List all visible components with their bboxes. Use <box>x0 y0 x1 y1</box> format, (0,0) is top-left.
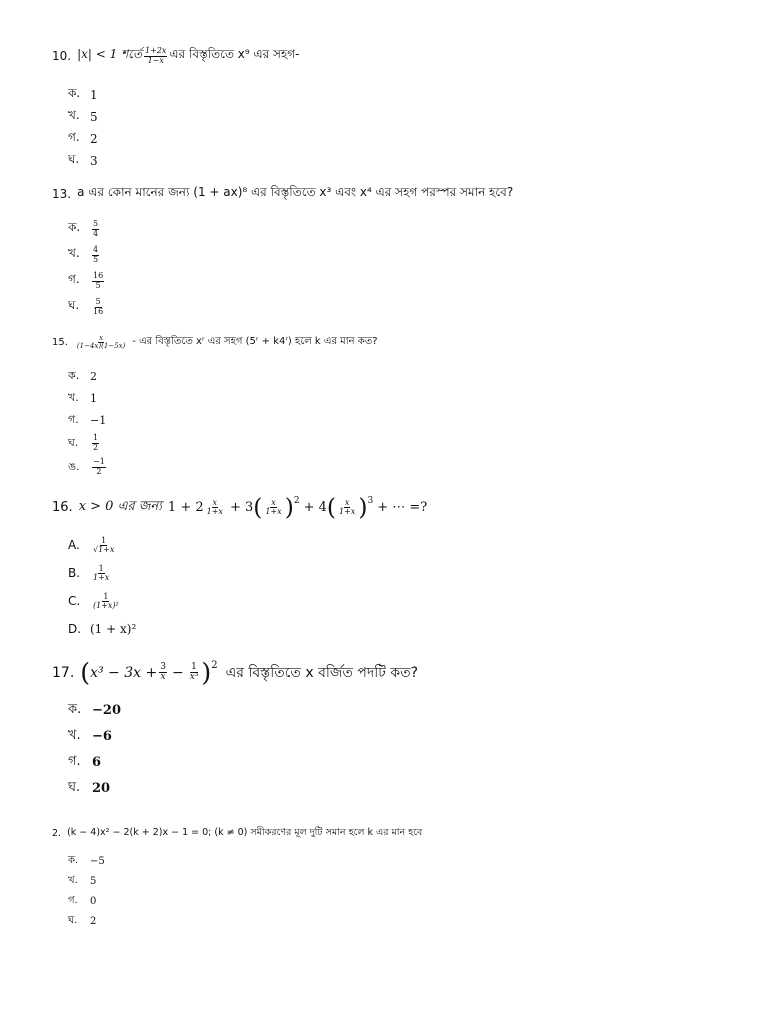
option[interactable] <box>68 431 378 455</box>
question-text: |x| < 1 শর্তে <box>77 47 143 61</box>
fraction <box>206 499 224 517</box>
paren-close: ) <box>201 658 212 687</box>
fraction-denominator: 2 <box>93 442 99 452</box>
fraction-numerator: x <box>344 497 350 507</box>
options-list <box>68 697 418 801</box>
question-text: এর বিস্তৃতিতে x বর্জিত পদটি কত? <box>225 664 419 681</box>
option-value: 20 <box>92 780 111 796</box>
series-term: + ⋯ =? <box>377 500 428 516</box>
option-value: −6 <box>92 728 112 744</box>
fraction <box>189 663 200 683</box>
fraction-numerator: 1 <box>103 591 109 601</box>
option-label: ঙ. <box>68 459 80 473</box>
question-10-stem <box>52 46 299 66</box>
option-label: গ. <box>68 894 78 906</box>
option-label: গ. <box>68 412 79 426</box>
option-label: খ. <box>68 390 79 404</box>
option-label: খ. <box>68 874 78 886</box>
question-condition: x > 0 এর জন্য <box>78 499 162 515</box>
option-label: A. <box>68 538 80 553</box>
question-17 <box>52 660 418 801</box>
option-label: খ. <box>68 246 80 260</box>
option-label: ঘ. <box>68 152 80 166</box>
paren-close: ) <box>358 493 368 521</box>
option-value: 0 <box>90 895 97 907</box>
question-10 <box>52 46 299 172</box>
option-value: −20 <box>92 702 121 718</box>
option-label: ক. <box>68 220 81 234</box>
option[interactable] <box>68 891 422 911</box>
question-number: 2. <box>52 828 62 839</box>
option[interactable] <box>68 851 422 871</box>
fraction <box>92 220 99 238</box>
option-label: ক. <box>68 701 82 717</box>
question-text: a এর কোন মানের জন্য (1 + ax)⁸ এর বিস্তৃতিতে x³ এবং x⁴ এর সহগ পরস্পর সমান হবে? <box>77 185 514 199</box>
option[interactable] <box>68 697 418 723</box>
fraction-denominator: 4 <box>93 228 99 238</box>
option[interactable] <box>68 84 299 106</box>
option[interactable] <box>68 409 378 431</box>
fraction-denominator: 1+x <box>93 572 110 582</box>
option[interactable] <box>68 775 418 801</box>
question-2 <box>52 826 422 931</box>
fraction <box>264 499 282 517</box>
fraction-denominator: (1+x)² <box>93 600 119 610</box>
fraction-denominator: 1+x <box>339 507 356 517</box>
option-label: গ. <box>68 753 81 769</box>
fraction-numerator: −1 <box>93 457 105 467</box>
fraction-denominator: 1+x <box>206 507 223 517</box>
options-list <box>68 365 378 479</box>
option-value: 3 <box>90 154 98 168</box>
question-number: 17. <box>52 664 75 681</box>
option-label: খ. <box>68 108 80 122</box>
fraction <box>92 593 120 611</box>
option-label: ক. <box>68 86 81 100</box>
option[interactable] <box>68 268 513 294</box>
question-2-stem <box>52 826 422 841</box>
question-number: 13. <box>52 187 72 201</box>
series-term: 1 + 2 <box>167 500 204 516</box>
option-label: খ. <box>68 727 81 743</box>
fraction-numerator: x <box>212 497 218 507</box>
fraction-denominator: (1−4x)(1−5x) <box>76 342 126 350</box>
fraction-denominator: √1+x <box>93 544 115 554</box>
option-value: −1 <box>90 413 107 427</box>
question-number: 15. <box>52 337 68 348</box>
option-label: C. <box>68 594 81 609</box>
option[interactable] <box>68 387 378 409</box>
fraction <box>92 246 99 264</box>
question-16 <box>52 493 428 643</box>
fraction <box>159 663 167 683</box>
question-17-stem <box>52 660 418 685</box>
fraction <box>92 434 99 452</box>
fraction <box>92 537 115 555</box>
option-label: গ. <box>68 130 80 144</box>
operator: − <box>171 664 184 681</box>
option[interactable] <box>68 559 427 587</box>
option[interactable] <box>68 106 299 128</box>
fraction-denominator: x <box>160 672 166 683</box>
fraction-denominator: 16 <box>93 306 104 316</box>
fraction <box>338 499 356 517</box>
option-label: ঘ. <box>68 779 81 795</box>
fraction <box>92 458 106 476</box>
paren-open: ( <box>80 658 91 687</box>
fraction-numerator: x <box>271 497 276 507</box>
fraction-denominator: 5 <box>95 280 101 290</box>
option[interactable] <box>68 615 427 643</box>
option[interactable] <box>68 723 418 749</box>
expression: x³ − 3x + <box>90 664 158 681</box>
fraction-numerator: x <box>99 333 104 342</box>
option-label: ক. <box>68 368 80 382</box>
option[interactable] <box>68 128 299 150</box>
option-label: ঘ. <box>68 914 78 926</box>
fraction <box>76 335 126 351</box>
series-term: + 4 <box>303 500 327 516</box>
exponent: 2 <box>211 660 218 671</box>
option-value: 1 <box>90 88 98 102</box>
option[interactable] <box>68 365 378 387</box>
question-15 <box>52 334 378 479</box>
fraction-numerator: 1+2x <box>145 46 167 56</box>
fraction-numerator: 4 <box>93 245 99 255</box>
option-label: ঘ. <box>68 298 80 312</box>
fraction-denominator: 1−x <box>147 55 164 65</box>
fraction-numerator: 5 <box>93 219 99 229</box>
option[interactable] <box>68 531 427 559</box>
question-text: (k − 4)x² − 2(k + 2)x − 1 = 0; (k ≠ 0) সমীকরণের মূল দুটি সমান হলে k এর মান হবে <box>67 827 423 838</box>
fraction-numerator: 3 <box>160 661 166 672</box>
options-list <box>68 84 299 172</box>
paren-open: ( <box>326 493 336 521</box>
question-number: 10. <box>52 49 72 63</box>
fraction <box>92 272 104 290</box>
option-value: 6 <box>92 754 102 770</box>
option[interactable] <box>68 455 378 479</box>
exponent: 2 <box>293 496 300 506</box>
fraction-denominator: 2 <box>96 466 102 476</box>
options-list <box>68 851 422 931</box>
option-value: 5 <box>90 110 98 124</box>
fraction-numerator: 5 <box>95 297 101 307</box>
question-13-stem <box>52 184 513 204</box>
option[interactable] <box>68 871 422 891</box>
option-label: D. <box>68 622 82 637</box>
option-value: 5 <box>90 875 97 887</box>
question-15-stem <box>52 334 378 351</box>
option-label: ঘ. <box>68 435 79 449</box>
question-number: 16. <box>52 500 73 516</box>
fraction <box>92 298 104 316</box>
paren-open: ( <box>253 493 263 521</box>
options-list <box>68 216 513 320</box>
exponent: 3 <box>367 496 374 506</box>
option-value: 2 <box>90 132 98 146</box>
paren-close: ) <box>284 493 294 521</box>
option-value: 2 <box>90 369 97 383</box>
option[interactable] <box>68 150 299 172</box>
fraction-numerator: 1 <box>93 433 99 443</box>
fraction-denominator: 5 <box>93 254 99 264</box>
series-term: + 3 <box>229 500 254 516</box>
fraction-numerator: 1 <box>101 535 107 545</box>
option[interactable] <box>68 587 427 615</box>
option[interactable] <box>68 749 418 775</box>
option[interactable] <box>68 242 513 268</box>
option-value: 1 <box>90 391 97 405</box>
fraction-numerator: 1 <box>98 563 104 573</box>
option-label: গ. <box>68 272 80 286</box>
question-text: এর বিস্তৃতিতে x⁹ এর সহগ- <box>169 47 300 61</box>
fraction-numerator: 1 <box>191 661 197 672</box>
fraction <box>144 47 167 65</box>
option-value: (1 + x)² <box>90 622 137 637</box>
fraction-denominator: 1+x <box>265 507 282 517</box>
option[interactable] <box>68 911 422 931</box>
option-value: 2 <box>90 915 97 927</box>
fraction-numerator: 16 <box>93 271 104 281</box>
option-label: ক. <box>68 854 79 866</box>
question-13 <box>52 184 513 320</box>
option[interactable] <box>68 294 513 320</box>
option-value: −5 <box>90 855 105 867</box>
fraction <box>92 565 110 583</box>
question-16-stem <box>52 493 428 521</box>
options-list <box>68 531 427 643</box>
fraction-denominator: x³ <box>189 672 199 683</box>
option[interactable] <box>68 216 513 242</box>
option-label: B. <box>68 566 81 581</box>
question-text: - এর বিস্তৃতিতে xʳ এর সহগ (5ʳ + k4ʳ) হলে k এর মান কত? <box>132 336 378 347</box>
